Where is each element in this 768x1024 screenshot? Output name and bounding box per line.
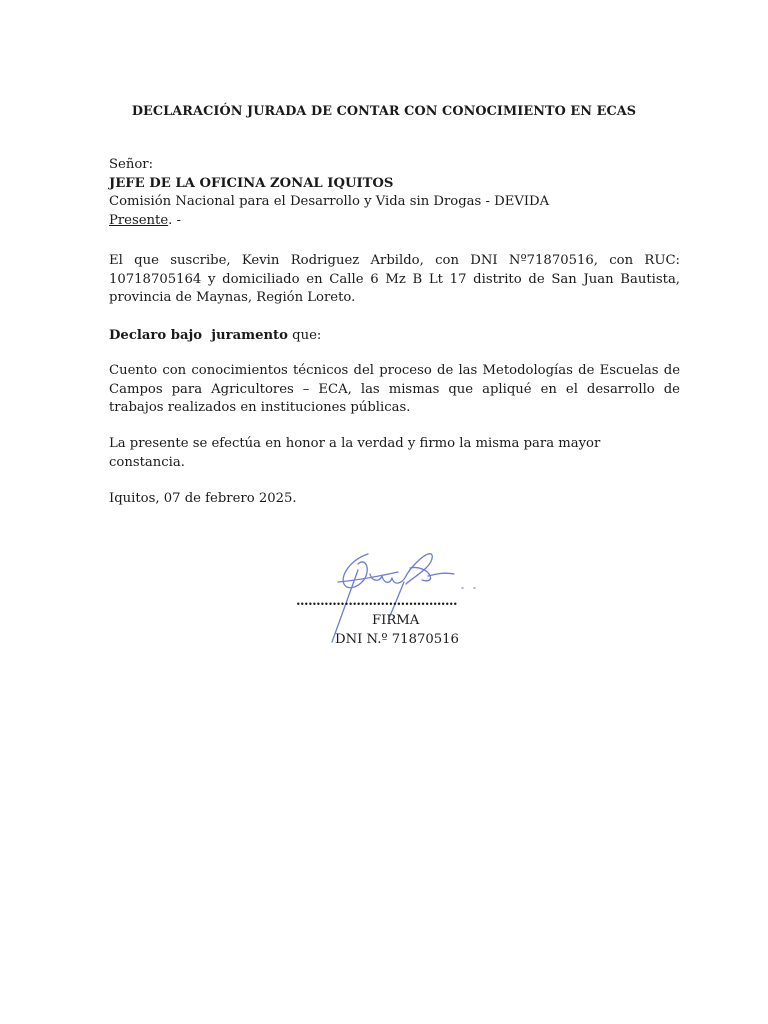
place-date: Iquitos, 07 de febrero 2025. [109,491,297,506]
closing-paragraph: La presente se efectúa en honor a la verdad y firmo la misma para mayor constancia. [109,436,601,470]
salutation: Señor: [109,157,154,172]
addressee-position: JEFE DE LA OFICINA ZONAL IQUITOS [109,175,394,191]
signature-line: ........................................ [296,594,458,609]
signature-label: FIRMA [372,613,420,628]
declaration-bold: Declaro bajo juramento [109,328,288,343]
presente-word: Presente [109,213,169,229]
declaration-line [109,327,680,346]
presente-line [109,212,680,231]
signature-dni: DNI N.º 71870516 [335,632,459,647]
addressee-block [109,156,680,231]
body-paragraph: Cuento con conocimientos técnicos del proceso de las Metodologías de Escuelas de Campos para Agricultores – ECA, las mismas que apliqué en el desarrollo de trabajos realizados en instituciones públicas. [109,363,680,416]
addressee-institution: Comisión Nacional para el Desarrollo y Vida sin Drogas - DEVIDA [109,194,550,210]
presente-suffix: . - [168,213,181,229]
intro-paragraph: El que suscribe, Kevin Rodriguez Arbildo, con DNI Nº71870516, con RUC: 10718705164 y domiciliado en Calle 6 Mz B Lt 17 distrito de San Juan Bautista, provincia de Maynas, Región Loreto. [109,253,680,306]
document-title: DECLARACIÓN JURADA DE CONTAR CON CONOCIMIENTO EN ECAS [131,104,637,119]
declaration-rest: que: [287,328,322,343]
